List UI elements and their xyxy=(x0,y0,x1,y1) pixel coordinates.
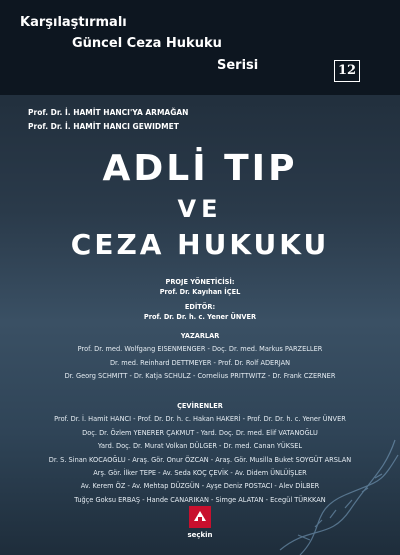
translator-line: Arş. Gör. İlker TEPE - Av. Seda KOÇ ÇEVİK - Av. Didem ÜNLÜİŞLER xyxy=(93,469,307,478)
editorial-credits xyxy=(0,278,400,322)
project-name: Prof. Dr. Kayıhan İÇEL xyxy=(159,287,241,296)
translator-line: Av. Kerem ÖZ - Av. Mehtap DÜZGÜN - Ayşe Deniz POSTACI - Alev DİLBER xyxy=(80,482,320,491)
book-title-line-1: ADLİ TIP xyxy=(102,148,298,189)
translator-line: Prof. Dr. İ. Hamit HANCI - Prof. Dr. Dr. h. c. Hakan HAKERİ - Prof. Dr. Dr. h. c. Yener ÜNVER xyxy=(54,415,346,424)
translator-line: Tuğçe Goksu ERBAŞ - Hande CANARIKAN - Simge ALATAN - Ecegül TÜRKKAN xyxy=(74,495,326,504)
translator-line: Yard. Doç. Dr. Murat Volkan DÜLGER - Dr. med. Canan YÜKSEL xyxy=(97,442,303,451)
tribute-line-2: Prof. Dr. İ. HAMİT HANCI GEWIDMET xyxy=(28,122,179,131)
translator-line: Doç. Dr. Özlem YENERER ÇAKMUT - Yard. Doç. Dr. med. Elif VATANOĞLU xyxy=(82,428,318,437)
series-line-3: Serisi xyxy=(217,58,259,73)
author-line: Prof. Dr. med. Wolfgang EISENMENGER - Doç. Dr. med. Markus PARZELLER xyxy=(77,345,323,354)
publisher-logo xyxy=(189,506,211,544)
publisher-icon xyxy=(189,506,211,528)
book-title-line-2: VE xyxy=(177,195,223,223)
tribute xyxy=(28,106,188,134)
series-line-2: Güncel Ceza Hukuku xyxy=(72,36,222,51)
author-line: Dr. Georg SCHMITT - Dr. Katja SCHULZ - Cornelius PRITTWITZ - Dr. Frank CZERNER xyxy=(64,372,336,381)
translators-heading: ÇEVİRENLER xyxy=(177,402,223,410)
tribute-line-1: Prof. Dr. İ. HAMİT HANCI'YA ARMAĞAN xyxy=(28,108,189,117)
editor-name: Prof. Dr. Dr. h. c. Yener ÜNVER xyxy=(143,312,257,321)
author-line: Dr. med. Reinhard DETTMEYER - Prof. Dr. Rolf ADERJAN xyxy=(109,358,291,367)
authors-section xyxy=(0,330,400,384)
publisher-name: seçkin xyxy=(187,531,213,539)
book-title-line-3: CEZA HUKUKU xyxy=(70,228,330,261)
dna-helix-illustration xyxy=(270,430,400,555)
authors-heading: YAZARLAR xyxy=(180,332,220,340)
project-label: PROJE YÖNETİCİSİ: xyxy=(165,278,235,286)
translator-line: Dr. S. Sinan KOCAOĞLU - Araş. Gör. Onur ÖZCAN - Araş. Gör. Musilla Buket SOYGÜT ARSLAN xyxy=(48,455,352,464)
series-number: 12 xyxy=(334,60,360,82)
series-line-1: Karşılaştırmalı xyxy=(20,15,127,30)
editor-label: EDİTÖR: xyxy=(184,303,216,311)
publisher-logo-mark xyxy=(189,506,211,528)
